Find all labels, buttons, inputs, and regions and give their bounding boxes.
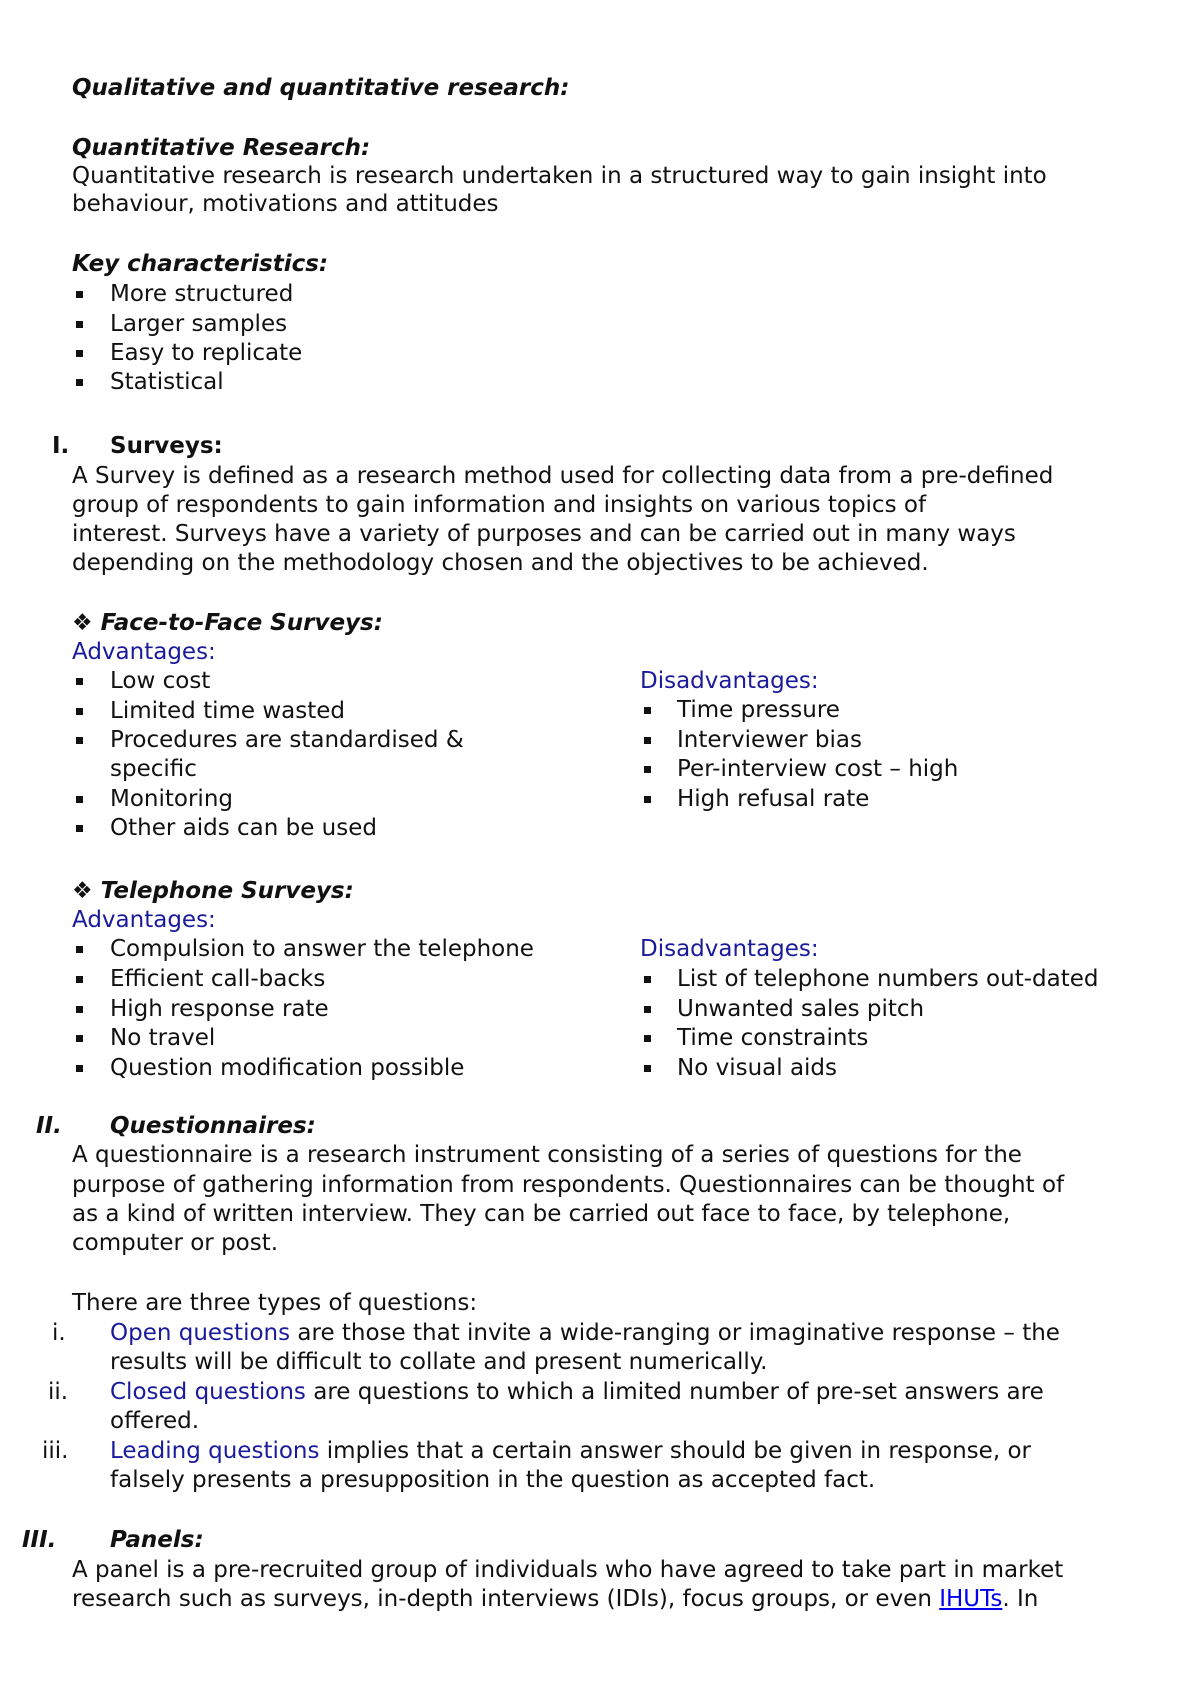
bullet-icon [644,766,651,773]
list-item: Statistical [110,369,224,395]
diamond-bullet-icon: ❖ [72,878,93,904]
list-item-continuation: specific [110,756,197,782]
bullet-icon [644,1006,651,1013]
question-type-term: Open questions [110,1320,291,1346]
questionnaires-body-line: purpose of gathering information from respondents. Questionnaires can be thought of [72,1172,1065,1198]
advantages-label: Advantages: [72,907,216,933]
roman-numeral: iii. [42,1438,69,1464]
bullet-icon [76,379,83,386]
question-type-term: Closed questions [110,1379,306,1405]
questionnaires-body-line: A questionnaire is a research instrument consisting of a series of questions for the [72,1142,1022,1168]
questionnaires-heading: Questionnaires: [110,1113,316,1139]
list-item: List of telephone numbers out-dated [677,966,1099,992]
roman-numeral: i. [52,1320,66,1346]
surveys-body-line: group of respondents to gain information and insights on various topics of [72,492,927,518]
advantages-label: Advantages: [72,639,216,665]
bullet-icon [76,796,83,803]
question-type-term: Leading questions [110,1438,320,1464]
section-numeral: I. [52,433,70,459]
ihuts-link[interactable]: IHUTs [939,1586,1003,1612]
bullet-icon [644,1065,651,1072]
question-type-continuation: falsely presents a presupposition in the question as accepted fact. [110,1467,876,1493]
bullet-icon [76,708,83,715]
section-numeral: III. [22,1527,57,1553]
bullet-icon [76,678,83,685]
list-item: High refusal rate [677,786,870,812]
bullet-icon [644,707,651,714]
bullet-icon [644,976,651,983]
surveys-heading: Surveys: [110,433,223,459]
disadvantages-label: Disadvantages: [640,668,819,694]
bullet-icon [76,946,83,953]
bullet-icon [76,976,83,983]
questionnaires-body-line: as a kind of written interview. They can be carried out face to face, by telephone, [72,1201,1011,1227]
panels-body-line: A panel is a pre-recruited group of individuals who have agreed to take part in market [72,1557,1064,1583]
quant-intro-line: Quantitative research is research undertaken in a structured way to gain insight into [72,163,1047,189]
list-item: Compulsion to answer the telephone [110,936,534,962]
bullet-icon [76,350,83,357]
bullet-icon [76,825,83,832]
key-characteristics-heading: Key characteristics: [72,251,329,277]
quant-heading: Quantitative Research: [72,135,371,161]
page-title: Qualitative and quantitative research: [72,75,570,101]
surveys-body-line: depending on the methodology chosen and the objectives to be achieved. [72,550,929,576]
question-type-item: Open questions are those that invite a wide-ranging or imaginative response – the [110,1320,1060,1346]
list-item: Low cost [110,668,211,694]
list-item: Larger samples [110,311,288,337]
bullet-icon [644,737,651,744]
question-type-continuation: offered. [110,1408,200,1434]
panels-body-line: research such as surveys, in-depth interviews (IDIs), focus groups, or even IHUTs. In [72,1586,1039,1612]
diamond-bullet-icon: ❖ [72,610,93,636]
bullet-icon [644,796,651,803]
telephone-heading: ❖ Telephone Surveys: [72,878,354,904]
questionnaires-body-line: computer or post. [72,1230,279,1256]
question-type-continuation: results will be difficult to collate and present numerically. [110,1349,768,1375]
surveys-body-line: A Survey is defined as a research method used for collecting data from a pre-defined [72,463,1054,489]
list-item: Question modification possible [110,1055,465,1081]
question-types-intro: There are three types of questions: [72,1290,478,1316]
panels-heading: Panels: [110,1527,204,1553]
list-item: Interviewer bias [677,727,862,753]
list-item: Time pressure [677,697,840,723]
list-item: Easy to replicate [110,340,303,366]
list-item: Procedures are standardised & [110,727,464,753]
list-item: Other aids can be used [110,815,377,841]
bullet-icon [76,737,83,744]
quant-intro-line: behaviour, motivations and attitudes [72,191,499,217]
disadvantages-label: Disadvantages: [640,936,819,962]
question-type-item: Closed questions are questions to which a limited number of pre-set answers are [110,1379,1044,1405]
list-item: Efficient call-backs [110,966,326,992]
surveys-body-line: interest. Surveys have a variety of purposes and can be carried out in many ways [72,521,1016,547]
list-item: More structured [110,281,294,307]
bullet-icon [76,1065,83,1072]
roman-numeral: ii. [48,1379,69,1405]
list-item: Monitoring [110,786,233,812]
list-item: Limited time wasted [110,698,346,724]
list-item: High response rate [110,996,329,1022]
list-item: Unwanted sales pitch [677,996,925,1022]
list-item: Per-interview cost – high [677,756,959,782]
bullet-icon [644,1035,651,1042]
section-numeral: II. [36,1113,62,1139]
list-item: Time constraints [677,1025,869,1051]
bullet-icon [76,291,83,298]
question-type-item: Leading questions implies that a certain answer should be given in response, or [110,1438,1031,1464]
bullet-icon [76,1035,83,1042]
face-to-face-heading: ❖ Face-to-Face Surveys: [72,610,383,636]
bullet-icon [76,1006,83,1013]
list-item: No visual aids [677,1055,838,1081]
list-item: No travel [110,1025,216,1051]
bullet-icon [76,321,83,328]
